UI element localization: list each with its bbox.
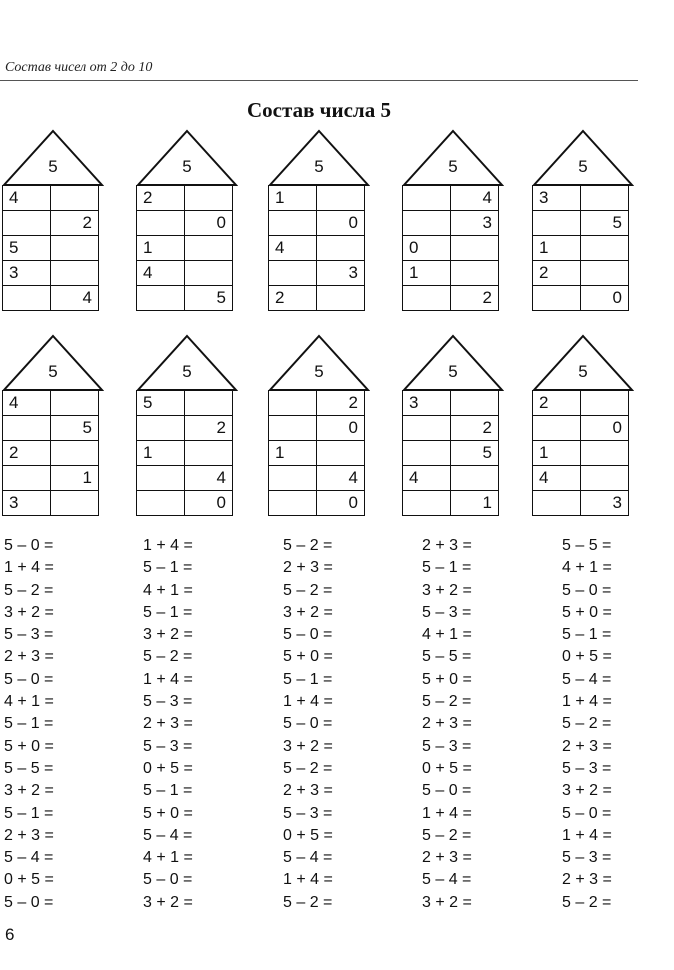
house-cell-right[interactable] — [317, 236, 365, 261]
house-cell-left[interactable]: 2 — [3, 441, 51, 466]
house-row — [3, 211, 99, 236]
example-item: 4 + 1 = — [4, 693, 54, 711]
page-number: 6 — [5, 925, 15, 944]
example-item: 1 + 4 = — [562, 693, 612, 711]
example-item: 1 + 4 = — [4, 559, 54, 577]
house-row — [137, 491, 233, 516]
house-cell-right[interactable] — [51, 391, 99, 416]
example-item: 5 – 2 = — [283, 581, 333, 599]
example-item: 0 + 5 = — [143, 759, 193, 777]
house-cell-left[interactable] — [3, 211, 51, 236]
house-row — [137, 236, 233, 261]
example-item: 5 – 2 = — [562, 715, 612, 733]
house-row — [533, 186, 629, 211]
example-item: 5 – 4 = — [422, 871, 472, 889]
house-cell-right[interactable] — [51, 441, 99, 466]
house-row — [137, 466, 233, 491]
house-cell-left[interactable] — [403, 286, 451, 311]
example-item: 5 – 0 = — [4, 537, 54, 554]
house-cell-left[interactable]: 4 — [3, 186, 51, 211]
example-item: 5 – 4 = — [143, 826, 193, 844]
house-cell-right[interactable] — [581, 236, 629, 261]
header-rule — [0, 80, 638, 81]
example-item: 5 – 3 = — [4, 626, 54, 644]
example-item: 5 – 2 = — [562, 893, 612, 911]
example-item: 5 – 2 = — [422, 826, 472, 844]
house-cell-right[interactable] — [581, 391, 629, 416]
house-row — [3, 236, 99, 261]
example-item: 5 – 0 = — [4, 670, 54, 688]
house-cell-left[interactable] — [137, 466, 185, 491]
example-item: 5 – 2 = — [283, 537, 333, 554]
house-row — [269, 261, 365, 286]
house-cell-right[interactable] — [185, 261, 233, 286]
example-item: 5 – 3 = — [422, 737, 472, 755]
house-cell-left[interactable]: 5 — [3, 236, 51, 261]
house-row — [403, 466, 499, 491]
house-cell-left[interactable]: 2 — [533, 261, 581, 286]
house-cell-right[interactable]: 3 — [317, 261, 365, 286]
house-row — [533, 261, 629, 286]
example-item: 1 + 4 = — [422, 804, 472, 822]
example-item: 5 – 4 = — [562, 670, 612, 688]
house-cell-right[interactable]: 2 — [451, 416, 499, 441]
house-cell-left[interactable] — [533, 416, 581, 441]
house-cell-left[interactable]: 1 — [403, 261, 451, 286]
house-grid — [136, 390, 233, 516]
house-cell-right[interactable]: 0 — [185, 211, 233, 236]
example-item: 5 – 1 = — [422, 559, 472, 577]
house-row — [269, 441, 365, 466]
running-head: Состав чисел от 2 до 10 — [5, 60, 153, 75]
house-cell-left[interactable]: 1 — [533, 236, 581, 261]
house-row — [269, 236, 365, 261]
example-item: 2 + 3 = — [4, 826, 54, 844]
house-cell-right[interactable] — [451, 261, 499, 286]
house-cell-left[interactable] — [3, 286, 51, 311]
house-row — [403, 416, 499, 441]
house-number: 5 — [48, 157, 58, 176]
example-item: 4 + 1 = — [143, 849, 193, 867]
example-item: 5 – 3 = — [143, 693, 193, 711]
house-cell-left[interactable] — [403, 416, 451, 441]
example-item: 5 – 1 = — [143, 603, 193, 621]
example-item: 5 + 0 = — [422, 670, 472, 688]
house-cell-right[interactable]: 0 — [185, 491, 233, 516]
house-cell-left[interactable] — [269, 391, 317, 416]
example-item: 3 + 2 = — [143, 626, 193, 644]
example-item: 5 – 1 = — [4, 804, 54, 822]
example-item: 3 + 2 = — [283, 603, 333, 621]
house-row — [3, 391, 99, 416]
house-cell-left[interactable]: 3 — [533, 186, 581, 211]
house-cell-right[interactable] — [581, 441, 629, 466]
example-item: 2 + 3 = — [283, 559, 333, 577]
example-item: 5 – 1 = — [283, 670, 333, 688]
house-row — [137, 211, 233, 236]
example-item: 5 – 0 = — [562, 581, 612, 599]
example-item: 5 – 2 = — [283, 893, 333, 911]
house-row — [3, 286, 99, 311]
house-cell-right[interactable] — [185, 441, 233, 466]
example-item: 5 – 1 = — [143, 782, 193, 800]
house-grid — [532, 185, 629, 311]
house-cell-right[interactable]: 2 — [51, 211, 99, 236]
example-item: 4 + 1 = — [143, 581, 193, 599]
house-grid — [402, 185, 499, 311]
house-grid — [136, 185, 233, 311]
example-item: 0 + 5 = — [562, 648, 612, 666]
house-cell-right[interactable] — [317, 286, 365, 311]
house-number: 5 — [448, 157, 458, 176]
house-cell-right[interactable] — [317, 186, 365, 211]
house-cell-left[interactable]: 4 — [533, 466, 581, 491]
house-cell-right[interactable]: 3 — [581, 491, 629, 516]
house-cell-left[interactable]: 5 — [137, 391, 185, 416]
house-cell-left[interactable]: 2 — [137, 186, 185, 211]
house-cell-right[interactable] — [581, 186, 629, 211]
house-cell-left[interactable]: 1 — [137, 441, 185, 466]
house-cell-right[interactable]: 3 — [451, 211, 499, 236]
example-item: 5 – 4 = — [283, 849, 333, 867]
house-number: 5 — [448, 362, 458, 381]
house-cell-right[interactable] — [51, 261, 99, 286]
house-cell-left[interactable]: 0 — [403, 236, 451, 261]
example-item: 3 + 2 = — [143, 893, 193, 911]
example-item: 3 + 2 = — [4, 603, 54, 621]
example-item: 5 – 3 = — [283, 804, 333, 822]
house-cell-right[interactable]: 4 — [185, 466, 233, 491]
house-cell-right[interactable]: 2 — [451, 286, 499, 311]
house-cell-right[interactable]: 0 — [317, 211, 365, 236]
example-column — [422, 535, 472, 914]
example-item: 0 + 5 = — [422, 759, 472, 777]
house-cell-right[interactable] — [581, 466, 629, 491]
example-item: 2 + 3 = — [422, 715, 472, 733]
house-cell-left[interactable]: 1 — [533, 441, 581, 466]
house-cell-right[interactable] — [185, 236, 233, 261]
example-item: 5 – 3 = — [562, 759, 612, 777]
house-row — [269, 491, 365, 516]
house-cell-right[interactable] — [185, 391, 233, 416]
house-row — [269, 186, 365, 211]
house-cell-left[interactable] — [137, 286, 185, 311]
house-cell-left[interactable] — [3, 416, 51, 441]
house-cell-left[interactable] — [403, 441, 451, 466]
example-item: 1 + 4 = — [143, 537, 193, 554]
example-item: 5 – 1 = — [143, 559, 193, 577]
house-row — [3, 261, 99, 286]
house-cell-left[interactable] — [137, 491, 185, 516]
house-row — [403, 491, 499, 516]
house-grid — [532, 390, 629, 516]
example-column — [283, 535, 333, 914]
page-title: Состав числа 5 — [247, 98, 391, 122]
house-cell-right[interactable]: 0 — [317, 416, 365, 441]
house-row — [269, 286, 365, 311]
house-cell-right[interactable] — [51, 236, 99, 261]
example-column — [143, 535, 193, 914]
house-cell-left[interactable] — [137, 211, 185, 236]
house-cell-left[interactable]: 2 — [533, 391, 581, 416]
house-cell-left[interactable]: 4 — [3, 391, 51, 416]
example-item: 5 + 0 = — [4, 737, 54, 755]
house-cell-left[interactable] — [137, 416, 185, 441]
example-item: 5 – 1 = — [562, 626, 612, 644]
house-cell-right[interactable]: 0 — [317, 491, 365, 516]
house-row — [533, 491, 629, 516]
house-row — [403, 391, 499, 416]
house-cell-left[interactable] — [403, 491, 451, 516]
house-row — [269, 391, 365, 416]
house-row — [533, 391, 629, 416]
example-item: 5 – 3 = — [422, 603, 472, 621]
example-item: 2 + 3 = — [422, 537, 472, 554]
house-cell-right[interactable]: 1 — [451, 491, 499, 516]
example-item: 5 – 5 = — [422, 648, 472, 666]
house-cell-right[interactable] — [451, 236, 499, 261]
example-item: 3 + 2 = — [422, 893, 472, 911]
house-cell-left[interactable]: 3 — [403, 391, 451, 416]
house-cell-right[interactable]: 4 — [51, 286, 99, 311]
example-item: 1 + 4 = — [283, 693, 333, 711]
example-item: 3 + 2 = — [4, 782, 54, 800]
house-row — [137, 186, 233, 211]
house-cell-left[interactable]: 1 — [269, 441, 317, 466]
house-number: 5 — [48, 362, 58, 381]
house-cell-right[interactable]: 0 — [581, 416, 629, 441]
house-cell-right[interactable]: 4 — [317, 466, 365, 491]
house-cell-right[interactable] — [51, 491, 99, 516]
house-row — [403, 186, 499, 211]
house-row — [403, 286, 499, 311]
house-number: 5 — [578, 362, 588, 381]
house-row — [533, 416, 629, 441]
example-item: 0 + 5 = — [4, 871, 54, 889]
house-grid — [268, 390, 365, 516]
house-cell-left[interactable]: 2 — [269, 286, 317, 311]
house-cell-left[interactable]: 4 — [403, 466, 451, 491]
house-cell-right[interactable]: 1 — [51, 466, 99, 491]
house-row — [533, 286, 629, 311]
house-cell-left[interactable] — [533, 286, 581, 311]
house-row — [137, 391, 233, 416]
house-cell-left[interactable]: 3 — [3, 491, 51, 516]
example-item: 5 – 5 = — [4, 759, 54, 777]
house-number: 5 — [314, 157, 324, 176]
example-item: 5 – 0 = — [4, 893, 54, 911]
house-cell-right[interactable] — [451, 466, 499, 491]
example-item: 3 + 2 = — [283, 737, 333, 755]
example-item: 5 – 2 = — [4, 581, 54, 599]
example-item: 5 – 3 = — [562, 849, 612, 867]
example-item: 5 + 0 = — [562, 603, 612, 621]
example-item: 5 – 2 = — [283, 759, 333, 777]
house-row — [3, 466, 99, 491]
example-item: 1 + 4 = — [283, 871, 333, 889]
house-row — [269, 211, 365, 236]
house-row — [269, 416, 365, 441]
house-cell-left[interactable] — [269, 211, 317, 236]
house-row — [403, 236, 499, 261]
example-item: 5 – 0 = — [283, 715, 333, 733]
example-item: 1 + 4 = — [562, 826, 612, 844]
example-column — [562, 535, 612, 914]
house-row — [3, 441, 99, 466]
house-cell-left[interactable]: 4 — [137, 261, 185, 286]
house-cell-left[interactable] — [403, 211, 451, 236]
house-row — [533, 236, 629, 261]
house-cell-left[interactable]: 4 — [269, 236, 317, 261]
house-number: 5 — [182, 157, 192, 176]
house-cell-left[interactable] — [533, 491, 581, 516]
house-row — [533, 466, 629, 491]
house-cell-right[interactable] — [317, 441, 365, 466]
house-row — [3, 416, 99, 441]
example-item: 5 – 0 = — [562, 804, 612, 822]
example-item: 0 + 5 = — [283, 826, 333, 844]
example-item: 4 + 1 = — [422, 626, 472, 644]
house-number: 5 — [314, 362, 324, 381]
example-item: 5 – 1 = — [4, 715, 54, 733]
house-cell-right[interactable]: 5 — [581, 211, 629, 236]
example-item: 2 + 3 = — [562, 737, 612, 755]
house-row — [269, 466, 365, 491]
example-item: 3 + 2 = — [562, 782, 612, 800]
example-item: 5 – 0 = — [422, 782, 472, 800]
house-grid — [2, 185, 99, 311]
house-cell-left[interactable]: 3 — [3, 261, 51, 286]
house-cell-right[interactable]: 4 — [451, 186, 499, 211]
house-number: 5 — [578, 157, 588, 176]
example-item: 5 + 0 = — [143, 804, 193, 822]
house-grid — [2, 390, 99, 516]
example-item: 4 + 1 = — [562, 559, 612, 577]
example-item: 5 – 3 = — [143, 737, 193, 755]
house-row — [3, 186, 99, 211]
house-cell-left[interactable] — [533, 211, 581, 236]
house-row — [403, 211, 499, 236]
house-row — [533, 441, 629, 466]
example-item: 5 – 2 = — [143, 648, 193, 666]
example-item: 2 + 3 = — [283, 782, 333, 800]
house-row — [3, 491, 99, 516]
example-item: 5 – 0 = — [283, 626, 333, 644]
example-item: 2 + 3 = — [562, 871, 612, 889]
house-cell-right[interactable]: 5 — [451, 441, 499, 466]
house-cell-left[interactable] — [3, 466, 51, 491]
house-cell-right[interactable] — [51, 186, 99, 211]
example-item: 5 – 0 = — [143, 871, 193, 889]
house-row — [137, 441, 233, 466]
house-cell-left[interactable]: 1 — [269, 186, 317, 211]
house-cell-left[interactable]: 1 — [137, 236, 185, 261]
house-row — [403, 441, 499, 466]
example-item: 5 + 0 = — [283, 648, 333, 666]
example-item: 3 + 2 = — [422, 581, 472, 599]
house-cell-right[interactable] — [185, 186, 233, 211]
house-number: 5 — [182, 362, 192, 381]
house-cell-right[interactable] — [581, 261, 629, 286]
house-row — [137, 416, 233, 441]
example-item: 5 – 2 = — [422, 693, 472, 711]
house-row — [137, 286, 233, 311]
house-cell-left[interactable] — [269, 261, 317, 286]
house-row — [137, 261, 233, 286]
example-item: 5 – 5 = — [562, 537, 612, 554]
example-item: 2 + 3 = — [422, 849, 472, 867]
house-cell-right[interactable] — [451, 391, 499, 416]
house-cell-right[interactable]: 2 — [185, 416, 233, 441]
house-cell-right[interactable]: 5 — [51, 416, 99, 441]
house-row — [533, 211, 629, 236]
house-row — [403, 261, 499, 286]
house-cell-left[interactable] — [403, 186, 451, 211]
example-column — [4, 535, 54, 914]
house-grid — [268, 185, 365, 311]
house-cell-left[interactable] — [269, 466, 317, 491]
example-item: 5 – 4 = — [4, 849, 54, 867]
example-item: 2 + 3 = — [4, 648, 54, 666]
house-grid — [402, 390, 499, 516]
house-cell-right[interactable]: 2 — [317, 391, 365, 416]
house-cell-left[interactable] — [269, 491, 317, 516]
house-cell-left[interactable] — [269, 416, 317, 441]
example-item: 2 + 3 = — [143, 715, 193, 733]
example-item: 1 + 4 = — [143, 670, 193, 688]
house-cell-right[interactable]: 5 — [185, 286, 233, 311]
house-cell-right[interactable]: 0 — [581, 286, 629, 311]
